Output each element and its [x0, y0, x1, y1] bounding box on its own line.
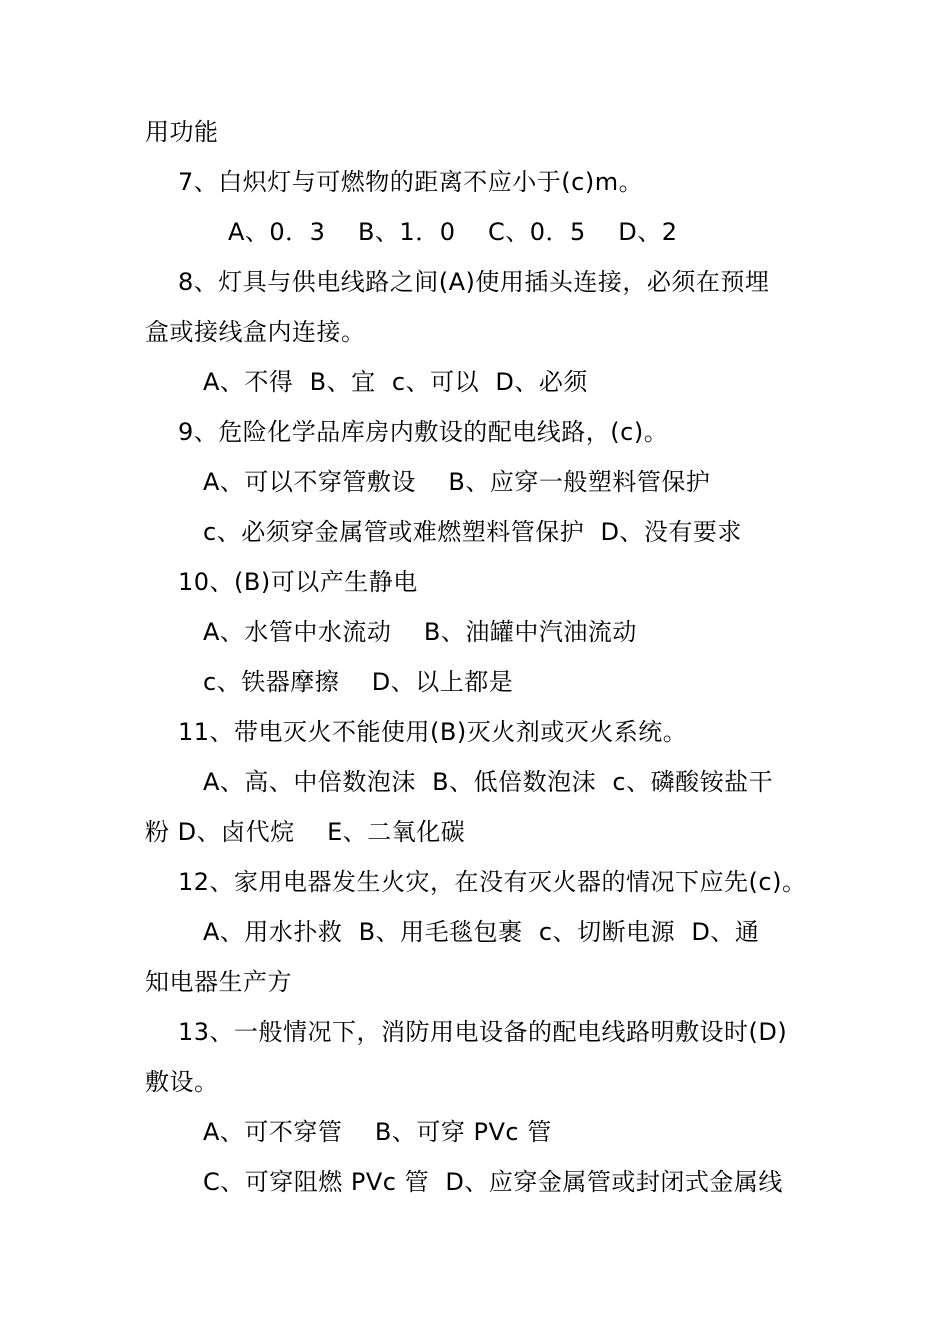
text-line: 用功能 — [145, 118, 219, 146]
question-12: 12、家用电器发生火灾，在没有灭火器的情况下应先(c)。 — [178, 868, 807, 896]
text-line: 敷设。 — [145, 1068, 219, 1096]
question-10: 10、(B)可以产生静电 — [178, 568, 418, 596]
question-7-options: A、0．3 B、1．0 C、0．5 D、2 — [228, 218, 678, 246]
question-13-options-cd: C、可穿阻燃 PVc 管 D、应穿金属管或封闭式金属线 — [203, 1168, 783, 1196]
question-7: 7、白炽灯与可燃物的距离不应小于(c)m。 — [178, 168, 644, 196]
question-9: 9、危险化学品库房内敷设的配电线路，(c)。 — [178, 418, 669, 446]
question-11: 11、带电灭火不能使用(B)灭火剂或灭火系统。 — [178, 718, 688, 746]
question-12-options: A、用水扑救 B、用毛毯包裹 c、切断电源 D、通 — [203, 918, 760, 946]
question-9-options-ab: A、可以不穿管敷设 B、应穿一般塑料管保护 — [203, 468, 711, 496]
question-13-options-ab: A、可不穿管 B、可穿 PVc 管 — [203, 1118, 552, 1146]
question-8-options: A、不得 B、宜 c、可以 D、必须 — [203, 368, 588, 396]
question-11-options: A、高、中倍数泡沫 B、低倍数泡沫 c、磷酸铵盐干 — [203, 768, 774, 796]
question-8: 8、灯具与供电线路之间(A)使用插头连接，必须在预埋 — [178, 268, 770, 296]
text-line: 盒或接线盒内连接。 — [145, 318, 366, 346]
question-10-options-ab: A、水管中水流动 B、油罐中汽油流动 — [203, 618, 637, 646]
text-line: 粉 D、卤代烷 E、二氧化碳 — [145, 818, 466, 846]
question-10-options-cd: c、铁器摩擦 D、以上都是 — [203, 668, 514, 696]
question-9-options-cd: c、必须穿金属管或难燃塑料管保护 D、没有要求 — [203, 518, 742, 546]
text-line: 知电器生产方 — [145, 968, 292, 996]
question-13: 13、一般情况下，消防用电设备的配电线路明敷设时(D) — [178, 1018, 788, 1046]
